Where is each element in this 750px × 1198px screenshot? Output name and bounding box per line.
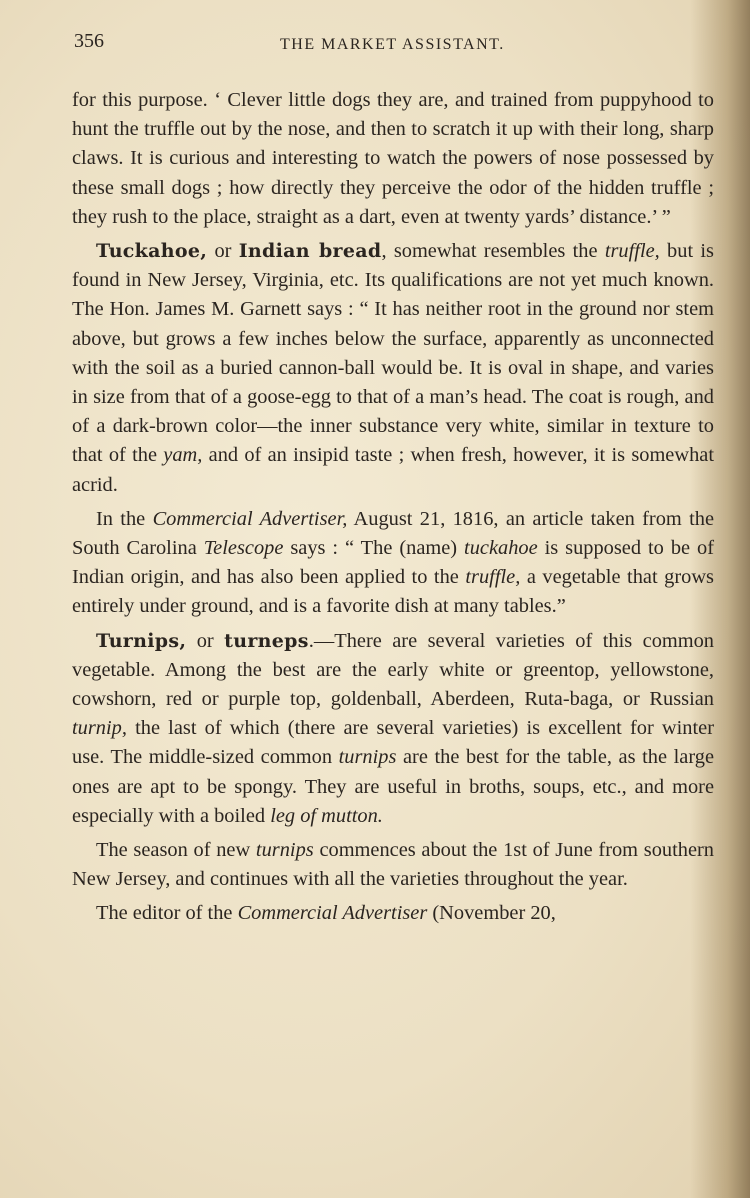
italic-text: leg of mutton. — [270, 804, 383, 827]
text-run: August 21, 1816, an article taken from the South Carolina — [72, 507, 715, 560]
paragraph-commercial-advertiser — [72, 505, 714, 622]
entry-term: Indian bread — [238, 240, 382, 263]
running-head: THE MARKET ASSISTANT. — [280, 36, 505, 53]
text-run: The editor of the — [96, 902, 238, 925]
italic-text: Commercial Advertiser, — [152, 507, 348, 530]
italic-text: turnips — [338, 746, 397, 769]
italic-text: turnips — [255, 839, 314, 862]
text-run: (November 20, — [427, 902, 556, 925]
text-run: , somewhat resembles the — [381, 240, 605, 263]
paragraph-editor — [72, 899, 714, 928]
paragraph-turnips — [72, 627, 714, 831]
paragraph-tuckahoe — [72, 237, 714, 500]
text-run: or — [207, 240, 239, 263]
text-run: and of an insipid taste ; when fresh, however, it is somewhat acrid. — [72, 444, 714, 496]
body-text — [72, 86, 714, 929]
text-run: commences about the 1st of June from southern New Jersey, and continues with all the varieties throughout the year. — [72, 839, 714, 891]
entry-term: Turnips, — [96, 629, 187, 652]
text-run: for this purpose. ‘ Clever little dogs they are, and trained from puppyhood to hunt the truffle out by the nose, and then to scratch it up with their long, sharp claws. It is curious and interesting to watch the powers of nose possessed by these small dogs ; how directly they perceive the odor of the hidden truffle ; they rush to the place, straight as a dart, even at twenty yards’ distance.’ ” — [72, 89, 714, 228]
text-run: a vegetable that grows entirely under ground, and is a favorite dish at many tables.” — [72, 566, 714, 618]
text-run: In the — [96, 507, 153, 530]
italic-text: tuckahoe — [464, 537, 538, 560]
text-run: is supposed to be of Indian origin, and has also been applied to the — [72, 537, 715, 589]
text-run: the last of which (there are several varieties) is excellent for winter use. The middle-sized common — [72, 717, 714, 769]
italic-text: truffle, — [604, 240, 660, 263]
italic-text: Commercial Advertiser — [237, 902, 428, 925]
text-run: .—There are several varieties of this common vegetable. Among the best are the early white or greentop, yellowstone, cowshorn, red or purple top, goldenball, Aberdeen, Ruta-baga, or Russian — [72, 629, 714, 711]
text-run: or — [186, 629, 225, 652]
text-run: are the best for the table, as the large ones are apt to be spongy. They are useful in broths, soups, etc., and more especially with a boiled — [72, 746, 714, 827]
italic-text: Telescope — [203, 537, 284, 560]
italic-text: yam, — [163, 444, 203, 467]
paragraph-turnip-season — [72, 836, 714, 894]
page-header — [74, 30, 714, 60]
text-run: The season of new — [96, 839, 256, 862]
entry-term: Tuckahoe, — [96, 240, 208, 263]
entry-term: turneps — [224, 629, 309, 652]
page-number: 356 — [74, 30, 104, 52]
text-run: but is found in New Jersey, Virginia, etc. Its qualifications are not yet much known. The Hon. James M. Garnett says : “ It has neither root in the ground nor stem above, but grows a few inches below the surface, apparently as unconnected with the soil as a buried cannon-ball would be. It is oval in shape, and varies in size from that of a goose-egg to that of a man’s head. The coat is rough, and of a dark-brown color—the inner substance very white, similar in texture to that of the — [72, 240, 714, 467]
italic-text: turnip, — [72, 717, 127, 740]
paragraph-truffle-dogs — [72, 86, 714, 232]
text-run: says : “ The (name) — [283, 537, 465, 560]
italic-text: truffle, — [465, 566, 521, 589]
